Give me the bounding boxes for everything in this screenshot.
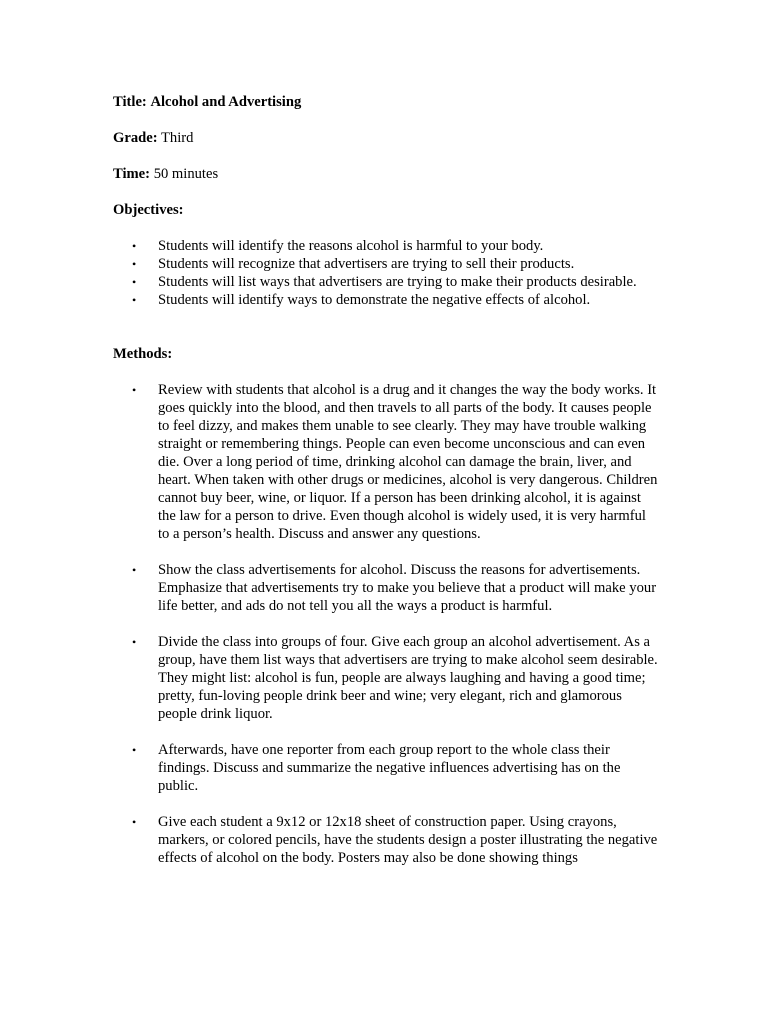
title-label: Title: bbox=[113, 94, 147, 110]
objective-text: Students will list ways that advertisers are trying to make their products desirable. bbox=[158, 274, 637, 290]
bullet-icon: • bbox=[132, 815, 137, 829]
methods-list bbox=[113, 381, 658, 867]
list-item bbox=[113, 741, 658, 795]
method-text: Give each student a 9x12 or 12x18 sheet of construction paper. Using crayons, markers, or colored pencils, have the students design a poster illustrating the negative effects of alcohol on the body. Posters may also be done showing things bbox=[158, 814, 658, 866]
list-item bbox=[113, 633, 658, 723]
grade-value: Third bbox=[160, 130, 194, 146]
bullet-icon: • bbox=[132, 563, 137, 577]
list-item bbox=[113, 237, 658, 255]
objective-text: Students will identify the reasons alcohol is harmful to your body. bbox=[158, 238, 544, 254]
objectives-list bbox=[113, 237, 658, 309]
method-text: Divide the class into groups of four. Give each group an alcohol advertisement. As a group, have them list ways that advertisers are trying to make alcohol seem desirable. They might list: alcohol is fun, people are always laughing and having a good time; pretty, fun-loving people drink beer and wine; very elegant, rich and glamorous people drink liquor. bbox=[158, 634, 658, 722]
method-text: Show the class advertisements for alcohol. Discuss the reasons for advertisements. Emphasize that advertisements try to make you believe that a product will make your life better, and ads do not tell you all the ways a product is harmful. bbox=[158, 562, 657, 614]
time-label: Time: bbox=[113, 166, 151, 182]
methods-heading: Methods: bbox=[113, 346, 173, 362]
list-item bbox=[113, 273, 658, 291]
list-item bbox=[113, 813, 658, 867]
grade-line bbox=[113, 129, 658, 147]
bullet-icon: • bbox=[132, 635, 137, 649]
title-line bbox=[113, 93, 658, 111]
bullet-icon: • bbox=[132, 293, 137, 307]
method-text: Review with students that alcohol is a drug and it changes the way the body works. It goes quickly into the blood, and then travels to all parts of the body. It causes people to feel dizzy, and makes them unable to see clearly. They may have trouble walking straight or remembering things. People can even become unconscious and can even die. Over a long period of time, drinking alcohol can damage the brain, liver, and heart. When taken with other drugs or medicines, alcohol is very dangerous. Children cannot buy beer, wine, or liquor. If a person has been drinking alcohol, it is against the law for a person to drive. Even though alcohol is widely used, it is very harmful to a person’s health. Discuss and answer any questions. bbox=[158, 382, 658, 542]
document-page bbox=[113, 93, 658, 885]
objectives-heading: Objectives: bbox=[113, 202, 184, 218]
time-line bbox=[113, 165, 658, 183]
time-value: 50 minutes bbox=[153, 166, 219, 182]
bullet-icon: • bbox=[132, 743, 137, 757]
bullet-icon: • bbox=[132, 257, 137, 271]
list-item bbox=[113, 255, 658, 273]
list-item bbox=[113, 291, 658, 309]
grade-label: Grade: bbox=[113, 130, 158, 146]
objective-text: Students will identify ways to demonstrate the negative effects of alcohol. bbox=[158, 292, 591, 308]
objective-text: Students will recognize that advertisers are trying to sell their products. bbox=[158, 256, 575, 272]
bullet-icon: • bbox=[132, 239, 137, 253]
method-text: Afterwards, have one reporter from each group report to the whole class their findings. Discuss and summarize the negative influences advertising has on the public. bbox=[158, 742, 621, 794]
list-item bbox=[113, 561, 658, 615]
bullet-icon: • bbox=[132, 383, 137, 397]
title-value: Alcohol and Advertising bbox=[150, 94, 302, 110]
list-item bbox=[113, 381, 658, 543]
bullet-icon: • bbox=[132, 275, 137, 289]
